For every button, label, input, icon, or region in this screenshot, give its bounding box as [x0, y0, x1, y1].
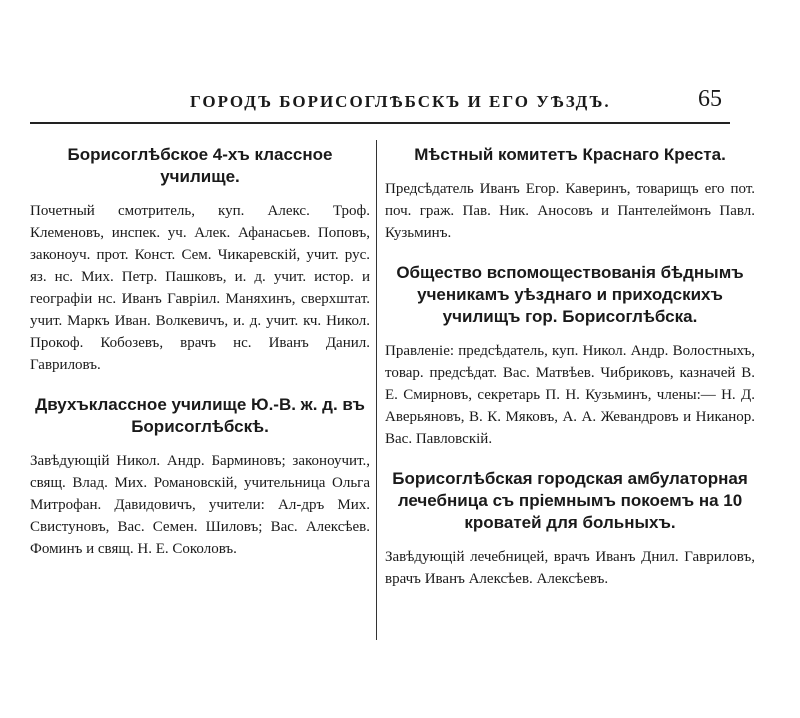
- section-body: Правленіе: предсѣдатель, куп. Никол. Андр. Волостныхъ, товар. предсѣдат. Вас. Матвѣев. Чибриковъ, казначей В. Е. Смирновъ, секретарь П. Н. Кузьминъ, члены:— Н. Д. Аверьяновъ, В. К. Мяковъ, А. А. Жевандровъ и Никанор. Вас. Павловскій.: [385, 343, 755, 447]
- left-column: [30, 140, 370, 578]
- right-column: [385, 140, 755, 608]
- page-header: [30, 82, 730, 124]
- section-title: Борисоглѣбская городская амбулаторная лечебница съ пріемнымъ покоемъ на 10 кроватей для больныхъ.: [392, 469, 748, 532]
- section-title: Мѣстный комитетъ Краснаго Креста.: [414, 145, 726, 164]
- section-4-class-school: [30, 144, 370, 376]
- section-red-cross: [385, 144, 755, 244]
- section-body: Почетный смотритель, куп. Алекс. Троф. Клеменовъ, инспек. уч. Алек. Афанасьев. Поповъ, законоуч. прот. Конст. Сем. Чикаревскій, учит. рус. яз. нс. Мих. Петр. Пашковъ, и. д. учит. истор. и географіи нс. Иванъ Гавріил. Маняхинъ, сверхштат. учит. Маркъ Иван. Волкевичъ, и. д. учит. кч. Никол. Прокоф. Кобозевъ, врачъ нс. Иванъ Данил. Гавриловъ.: [30, 203, 370, 373]
- section-title: Двухъклассное училище Ю.-В. ж. д. въ Борисоглѣбскѣ.: [35, 395, 365, 436]
- section-body: Предсѣдатель Иванъ Егор. Каверинъ, товарищъ его пот. поч. граж. Пав. Ник. Аносовъ и Пантелеймонъ Павл. Кузьминъ.: [385, 181, 755, 241]
- section-title: Борисоглѣбское 4-хъ классное училище.: [67, 145, 333, 186]
- running-title: ГОРОДЪ БОРИСОГЛѢБСКЪ И ЕГО УѢЗДЪ.: [190, 92, 611, 111]
- section-railway-school: [30, 394, 370, 560]
- section-clinic: [385, 468, 755, 590]
- column-divider: [376, 140, 377, 640]
- section-body: Завѣдующій лечебницей, врачъ Иванъ Днил. Гавриловъ, врачъ Иванъ Алексѣев. Алексѣевъ.: [385, 549, 755, 587]
- page-number: 65: [698, 86, 722, 112]
- section-aid-society: [385, 262, 755, 450]
- section-title: Общество вспомоществованія бѣднымъ ученикамъ уѣзднаго и приходскихъ училищъ гор. Борисоглѣбска.: [396, 263, 744, 326]
- section-body: Завѣдующій Никол. Андр. Барминовъ; законоучит., свящ. Влад. Мих. Романовскій, учительница Ольга Митрофан. Давидовичъ, учители: Ал-дръ Мих. Свистуновъ, Вас. Семен. Шиловъ; Вас. Алексѣев. Фоминъ и свящ. Н. Е. Соколовъ.: [30, 453, 370, 557]
